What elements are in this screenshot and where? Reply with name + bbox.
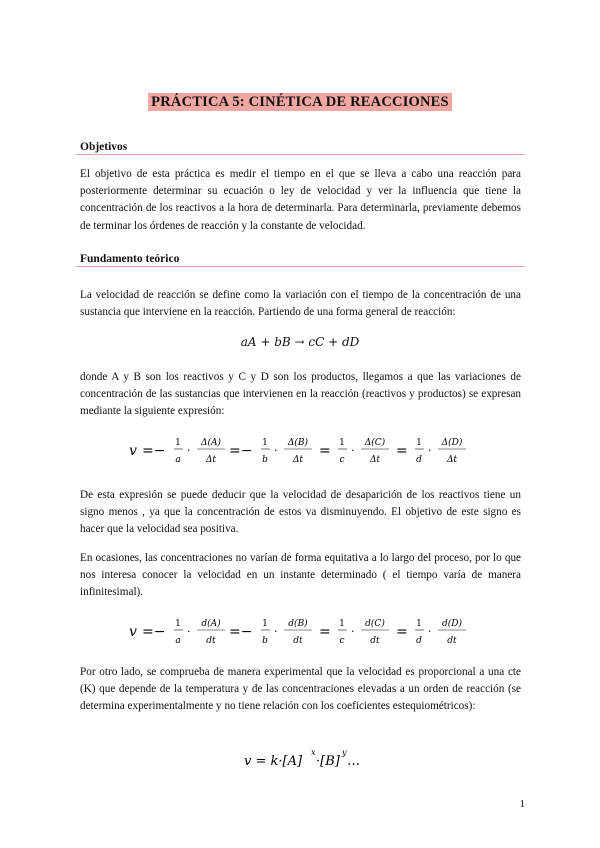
section-heading-fundamento — [76, 248, 525, 267]
eq-numerator: 1 — [262, 438, 268, 448]
eq-denominator: dt — [206, 636, 216, 646]
eq-v: v — [129, 443, 137, 459]
eq-numerator: 1 — [262, 619, 268, 629]
eq-equals-minus: =− — [142, 624, 166, 640]
eq-equals: = — [319, 443, 331, 459]
eq-dot: · — [351, 444, 355, 457]
rate-law-ellipsis: … — [347, 754, 360, 769]
paragraph-velocidad-definicion: La velocidad de reacción se define como la variación con el tiempo de la concentración de una sustancia que interviene en la reacción. Partiendo de una forma general de reacción: — [80, 289, 521, 319]
eq-denominator: dt — [293, 636, 303, 646]
eq-dot: · — [428, 625, 432, 638]
eq-numerator: d(A) — [201, 619, 221, 629]
eq-equals: = — [396, 443, 408, 459]
section-heading-text: Fundamento teórico — [80, 253, 180, 265]
eq-equals: = — [396, 624, 408, 640]
eq-denominator: dt — [447, 636, 457, 646]
eq-denominator: d — [416, 636, 422, 646]
eq-equals-minus: =− — [229, 624, 253, 640]
eq-denominator: d — [416, 455, 422, 465]
eq-numerator: d(B) — [288, 619, 308, 629]
eq-equals: = — [319, 624, 331, 640]
eq-dot: · — [351, 625, 355, 638]
rate-law-mid: ·[B] — [316, 754, 340, 769]
page-number: 1 — [519, 798, 525, 810]
eq-equals-minus: =− — [142, 443, 166, 459]
eq-numerator: 1 — [175, 438, 181, 448]
equation-velocity-derivative — [125, 613, 475, 649]
eq-numerator: Δ(D) — [441, 438, 463, 448]
eq-dot: · — [274, 444, 278, 457]
eq-denominator: a — [175, 455, 181, 465]
eq-numerator: Δ(B) — [287, 438, 309, 448]
rate-law-exponent-x: x — [311, 748, 316, 757]
eq-denominator: c — [339, 636, 345, 646]
equation-velocity-delta — [125, 432, 475, 468]
eq-numerator: 1 — [416, 619, 422, 629]
eq-denominator: b — [262, 636, 268, 646]
paragraph-ley-velocidad: Por otro lado, se comprueba de manera experimental que la velocidad es proporcional a una cte (K) que depende de la temperatura y de las concentraciones elevadas a un orden de reacción (se determina experimentalmente y no tiene relación con los coeficientes estequiométricos): — [80, 666, 521, 713]
eq-denominator: Δt — [205, 455, 217, 465]
eq-dot: · — [274, 625, 278, 638]
eq-numerator: Δ(C) — [364, 438, 386, 448]
eq-dot: · — [187, 444, 191, 457]
eq-numerator: 1 — [339, 438, 345, 448]
eq-numerator: 1 — [416, 438, 422, 448]
eq-numerator: d(C) — [365, 619, 385, 629]
eq-dot: · — [428, 444, 432, 457]
rate-law-exponent-y: y — [342, 748, 347, 757]
page-title — [0, 93, 600, 111]
section-heading-objetivos — [76, 136, 525, 155]
eq-numerator: 1 — [175, 619, 181, 629]
equation-reaction: aA + bB → cC + dD — [240, 335, 360, 349]
eq-v: v — [129, 624, 137, 640]
eq-denominator: b — [262, 455, 268, 465]
eq-denominator: a — [175, 636, 181, 646]
paragraph-signo-menos: De esta expresión se puede deducir que la velocidad de desaparición de los reactivos tiene un signo menos , ya que la concentración de estos va disminuyendo. El objetivo de este signo es hacer que la velocidad sea positiva. — [80, 489, 521, 536]
eq-dot: · — [187, 625, 191, 638]
eq-numerator: Δ(A) — [200, 438, 222, 448]
paragraph-reactivos-productos: donde A y B son los reactivos y C y D son los productos, llegamos a que las variaciones de concentración de las sustancias que intervienen en la reacción (reactivos y productos) se expresan mediante la siguiente expresión: — [80, 371, 521, 418]
rate-law-main: v = k·[A] — [244, 754, 303, 769]
paragraph-objetivos: El objetivo de esta práctica es medir el tiempo en el que se lleva a cabo una reacción para posteriormente determinar su ecuación o ley de velocidad y ver la influencia que tiene la concentración de los reactivos a la hora de determinarla. Para determinarla, previamente debemos de terminar los órdenes de reacción y la constante de velocidad. — [80, 168, 521, 232]
eq-denominator: Δt — [292, 455, 304, 465]
eq-denominator: dt — [370, 636, 380, 646]
title-text: PRÁCTICA 5: CINÉTICA DE REACCIONES — [148, 93, 452, 111]
section-heading-text: Objetivos — [80, 141, 128, 153]
eq-numerator: 1 — [339, 619, 345, 629]
eq-equals-minus: =− — [229, 443, 253, 459]
eq-denominator: Δt — [369, 455, 381, 465]
paragraph-instante-determinado: En ocasiones, las concentraciones no varían de forma equitativa a lo largo del proceso, por lo que nos interesa conocer la velocidad en un instante determinado ( el tiempo varía de manera infinitesimal). — [80, 552, 521, 599]
eq-denominator: c — [339, 455, 345, 465]
eq-numerator: d(D) — [442, 619, 462, 629]
eq-denominator: Δt — [446, 455, 458, 465]
equation-rate-law — [230, 744, 380, 774]
